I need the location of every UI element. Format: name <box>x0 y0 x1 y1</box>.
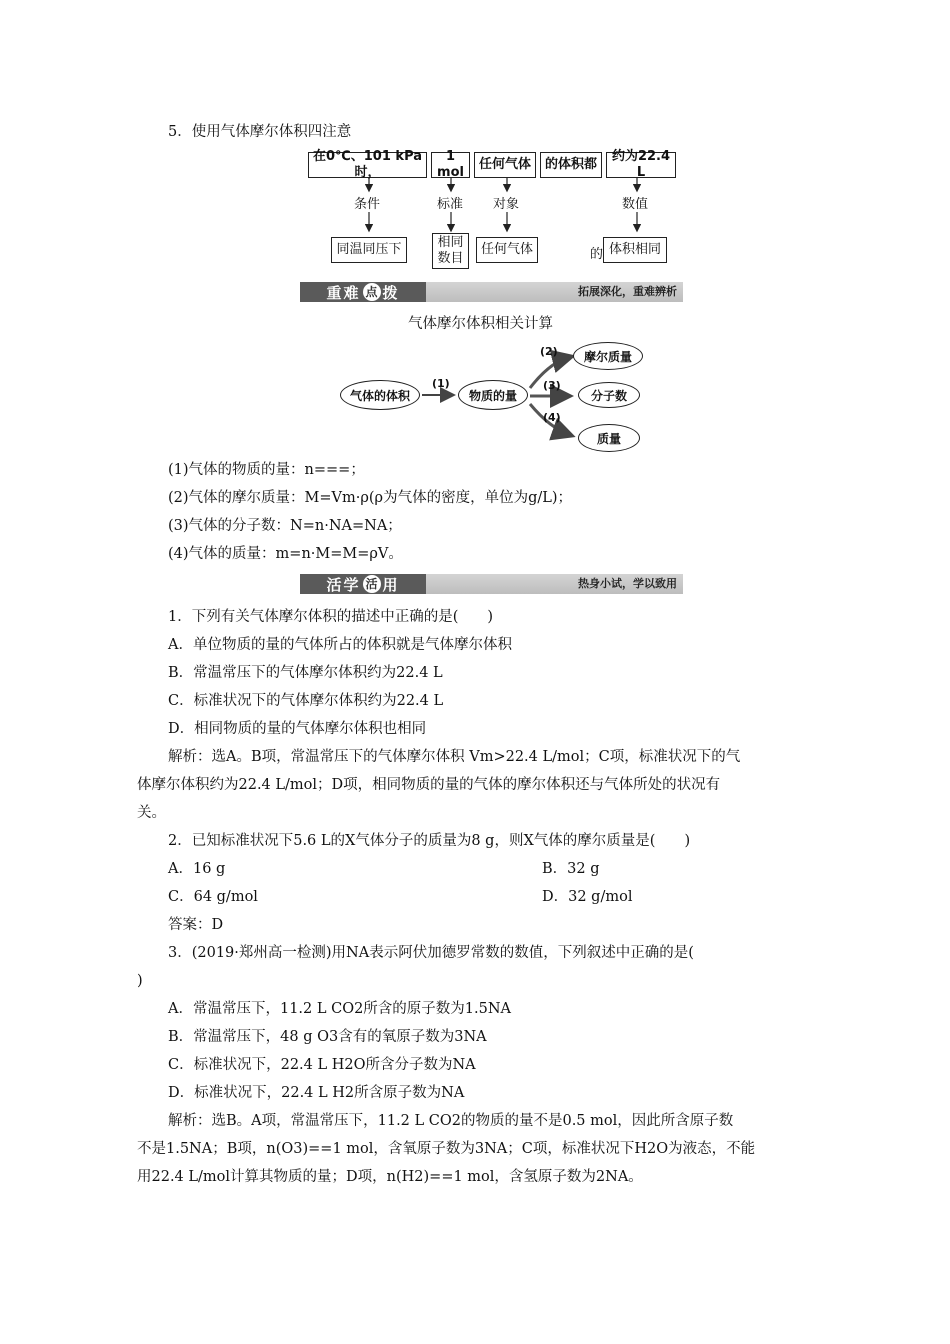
node-molar-mass: 摩尔质量 <box>573 342 643 370</box>
q3-option-a: A．常温常压下，11.2 L CO2所含的原子数为1.5NA <box>168 1001 512 1017</box>
formula-4: (4)气体的质量：m=n·M=M=ρV。 <box>168 546 403 562</box>
banner-dot: 活 <box>363 575 381 593</box>
label-object: 对象 <box>493 197 520 212</box>
banner-subtitle: 热身小试，学以致用 <box>578 577 677 590</box>
any-gas-box: 任何气体 <box>476 237 538 263</box>
q1-analysis-3: 关。 <box>137 805 166 821</box>
formula-2: (2)气体的摩尔质量：M=Vm·ρ(ρ为气体的密度，单位为g/L)； <box>168 490 573 506</box>
banner-tab <box>300 282 426 302</box>
volume-box: 的体积都 <box>540 152 602 178</box>
node-gas-volume: 气体的体积 <box>340 380 420 410</box>
q2-option-b: B．32 g <box>542 861 600 877</box>
q3-analysis-1: 解析：选B。A项，常温常压下，11.2 L CO2的物质的量不是0.5 mol，因此所含原子数 <box>168 1113 734 1129</box>
q3-option-c: C．标准状况下，22.4 L H2O所含分子数为NA <box>168 1057 476 1073</box>
same-tp-box: 同温同压下 <box>331 237 407 263</box>
step-2: (2) <box>540 345 558 358</box>
q1-analysis-2: 体摩尔体积约为22.4 L/mol；D项，相同物质的量的气体的摩尔体积还与气体所处的状况有 <box>137 777 721 793</box>
label-de: 的 <box>590 247 604 262</box>
q3-stem-1: 3．(2019·郑州高一检测)用NA表示阿伏加德罗常数的数值，下列叙述中正确的是( <box>168 945 694 961</box>
q1-option-b: B．常温常压下的气体摩尔体积约为22.4 L <box>168 665 443 681</box>
q3-analysis-3: 用22.4 L/mol计算其物质的量；D项，n(H2)==1 mol，含氢原子数为2NA。 <box>137 1169 643 1185</box>
q1-option-a: A．单位物质的量的气体所占的体积就是气体摩尔体积 <box>168 637 512 653</box>
q2-stem: 2．已知标准状况下5.6 L的X气体分子的质量为8 g，则X气体的摩尔质量是( ) <box>168 833 691 849</box>
q1-stem: 1．下列有关气体摩尔体积的描述中正确的是( ) <box>168 609 494 625</box>
banner-tab-text-a: 活学 <box>326 575 361 594</box>
q1-option-d: D．相同物质的量的气体摩尔体积也相同 <box>168 721 427 737</box>
label-value: 数值 <box>622 197 649 212</box>
amount-box: 1 mol <box>431 152 470 178</box>
value-box: 约为22.4 L <box>606 152 676 178</box>
same-volume-box: 体积相同 <box>603 237 667 263</box>
step-3: (3) <box>543 379 561 392</box>
banner-practice <box>300 574 683 594</box>
node-mass: 质量 <box>578 424 640 452</box>
banner-tab <box>300 574 426 594</box>
step-1: (1) <box>432 377 450 390</box>
banner-dot: 点 <box>363 283 381 301</box>
condition-box: 在0℃、101 kPa时， <box>308 152 427 178</box>
banner-subtitle: 拓展深化，重难辨析 <box>578 285 677 298</box>
same-number-box: 相同 数目 <box>432 233 469 269</box>
formula-1: (1)气体的物质的量：n===； <box>168 462 365 478</box>
q2-option-d: D．32 g/mol <box>542 889 633 905</box>
node-amount: 物质的量 <box>458 380 528 410</box>
q2-answer: 答案：D <box>168 917 224 933</box>
label-standard: 标准 <box>437 197 464 212</box>
q3-stem-2: ) <box>137 973 143 989</box>
diagram-title: 气体摩尔体积相关计算 <box>408 316 553 332</box>
gas-box: 任何气体 <box>474 152 536 178</box>
formula-3: (3)气体的分子数：N=n·NA=NA； <box>168 518 402 534</box>
banner-key-points <box>300 282 683 302</box>
banner-tab-text-a: 重难 <box>326 283 361 302</box>
step-4: (4) <box>543 411 561 424</box>
notes-arrows <box>0 0 950 300</box>
q2-option-c: C．64 g/mol <box>168 889 258 905</box>
q3-analysis-2: 不是1.5NA；B项，n(O3)==1 mol，含氧原子数为3NA；C项，标准状况下H2O为液态，不能 <box>137 1141 756 1157</box>
q1-analysis-1: 解析：选A。B项，常温常压下的气体摩尔体积 Vm>22.4 L/mol；C项，标准状况下的气 <box>168 749 741 765</box>
label-condition: 条件 <box>354 197 381 212</box>
q1-option-c: C．标准状况下的气体摩尔体积约为22.4 L <box>168 693 444 709</box>
section-5-heading: 5．使用气体摩尔体积四注意 <box>168 124 352 140</box>
node-molecule-count: 分子数 <box>578 382 640 408</box>
q3-option-d: D．标准状况下，22.4 L H2所含原子数为NA <box>168 1085 465 1101</box>
banner-tab-text-b: 拨 <box>382 283 400 302</box>
q3-option-b: B．常温常压下，48 g O3含有的氧原子数为3NA <box>168 1029 487 1045</box>
banner-tab-text-b: 用 <box>382 575 400 594</box>
q2-option-a: A．16 g <box>168 861 226 877</box>
